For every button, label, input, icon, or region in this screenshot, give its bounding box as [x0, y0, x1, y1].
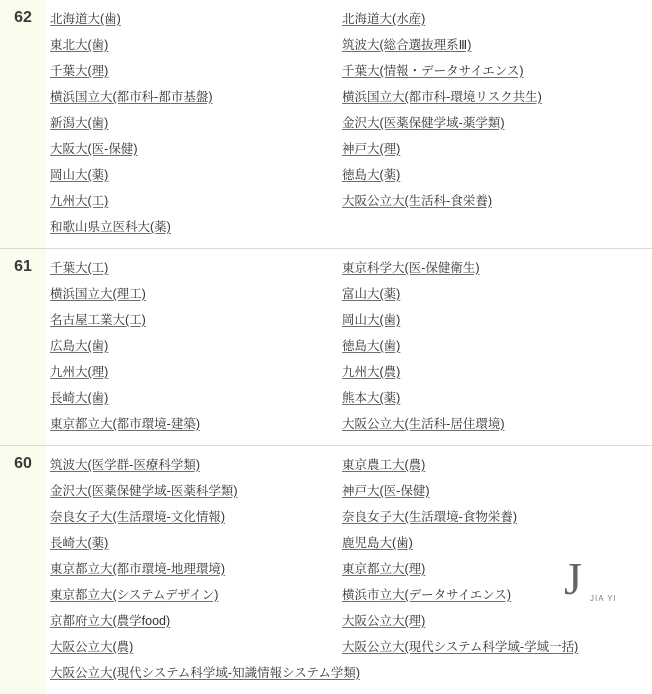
university-link[interactable]: 徳島大(薬) — [342, 162, 646, 188]
university-link[interactable]: 北海道大(歯) — [50, 6, 336, 32]
rank-group-60 — [0, 446, 652, 694]
university-link[interactable]: 奈良女子大(生活環境-文化情報) — [50, 504, 336, 530]
university-link[interactable]: 東京都立大(都市環境-建築) — [50, 411, 336, 437]
university-link[interactable]: 大阪公立大(現代システム科学域-知識情報システム学類) — [50, 660, 336, 686]
university-link[interactable]: 長崎大(歯) — [50, 385, 336, 411]
university-link[interactable]: 富山大(薬) — [342, 281, 646, 307]
university-link[interactable]: 名古屋工業大(工) — [50, 307, 336, 333]
university-link[interactable]: 徳島大(歯) — [342, 333, 646, 359]
rank-62-left-column — [46, 6, 336, 240]
rank-62-right-column — [336, 6, 646, 240]
university-link[interactable]: 京都府立大(農学food) — [50, 608, 336, 634]
rank-group-61-entries — [46, 249, 652, 446]
rank-61-left-column — [46, 255, 336, 437]
rank-group-60-entries — [46, 446, 652, 694]
university-link[interactable]: 大阪公立大(農) — [50, 634, 336, 660]
university-link[interactable]: 東京農工大(農) — [342, 452, 646, 478]
university-link[interactable]: 長崎大(薬) — [50, 530, 336, 556]
university-link[interactable]: 金沢大(医薬保健学域-医薬科学類) — [50, 478, 336, 504]
university-link[interactable]: 九州大(工) — [50, 188, 336, 214]
rank-60-left-column — [46, 452, 336, 686]
university-link[interactable]: 筑波大(医学群-医療科学類) — [50, 452, 336, 478]
university-link[interactable]: 岡山大(歯) — [342, 307, 646, 333]
rank-score-62: 62 — [0, 0, 46, 249]
university-link[interactable]: 横浜市立大(データサイエンス) — [342, 582, 646, 608]
university-link[interactable]: 千葉大(工) — [50, 255, 336, 281]
rank-60-right-column — [336, 452, 646, 686]
university-link[interactable]: 九州大(理) — [50, 359, 336, 385]
university-link[interactable]: 東京都立大(都市環境-地理環境) — [50, 556, 336, 582]
university-link[interactable]: 千葉大(理) — [50, 58, 336, 84]
rank-score-60: 60 — [0, 446, 46, 694]
university-link[interactable]: 熊本大(薬) — [342, 385, 646, 411]
university-link[interactable]: 九州大(農) — [342, 359, 646, 385]
university-link[interactable]: 大阪公立大(現代システム科学域-学域一括) — [342, 634, 646, 660]
university-link[interactable]: 横浜国立大(理工) — [50, 281, 336, 307]
rank-61-right-column — [336, 255, 646, 437]
university-link[interactable]: 大阪公立大(生活科-居住環境) — [342, 411, 646, 437]
university-link[interactable]: 和歌山県立医科大(薬) — [50, 214, 336, 240]
university-link[interactable]: 横浜国立大(都市科-都市基盤) — [50, 84, 336, 110]
university-link[interactable]: 千葉大(情報・データサイエンス) — [342, 58, 646, 84]
university-link[interactable]: 大阪公立大(生活科-食栄養) — [342, 188, 646, 214]
watermark-sub-text: JIA YI — [590, 594, 636, 603]
university-link[interactable]: 鹿児島大(歯) — [342, 530, 646, 556]
watermark-logo-text: J — [564, 556, 636, 602]
university-link[interactable]: 奈良女子大(生活環境-食物栄養) — [342, 504, 646, 530]
rank-group-62 — [0, 0, 652, 249]
university-link[interactable]: 東京都立大(理) — [342, 556, 646, 582]
university-link[interactable]: 筑波大(総合選抜理系Ⅲ) — [342, 32, 646, 58]
university-link[interactable]: 新潟大(歯) — [50, 110, 336, 136]
university-link[interactable]: 大阪大(医-保健) — [50, 136, 336, 162]
university-link[interactable]: 岡山大(薬) — [50, 162, 336, 188]
university-link[interactable]: 神戸大(理) — [342, 136, 646, 162]
university-link[interactable]: 横浜国立大(都市科-環境リスク共生) — [342, 84, 646, 110]
university-link[interactable]: 大阪公立大(理) — [342, 608, 646, 634]
rank-score-61: 61 — [0, 249, 46, 446]
university-link[interactable]: 神戸大(医-保健) — [342, 478, 646, 504]
rank-group-62-entries — [46, 0, 652, 249]
university-link[interactable]: 広島大(歯) — [50, 333, 336, 359]
university-link[interactable]: 東京都立大(システムデザイン) — [50, 582, 336, 608]
university-link[interactable]: 金沢大(医薬保健学域-薬学類) — [342, 110, 646, 136]
university-link[interactable]: 北海道大(水産) — [342, 6, 646, 32]
university-link[interactable]: 東京科学大(医-保健衛生) — [342, 255, 646, 281]
university-link[interactable]: 東北大(歯) — [50, 32, 336, 58]
rank-group-61 — [0, 249, 652, 446]
